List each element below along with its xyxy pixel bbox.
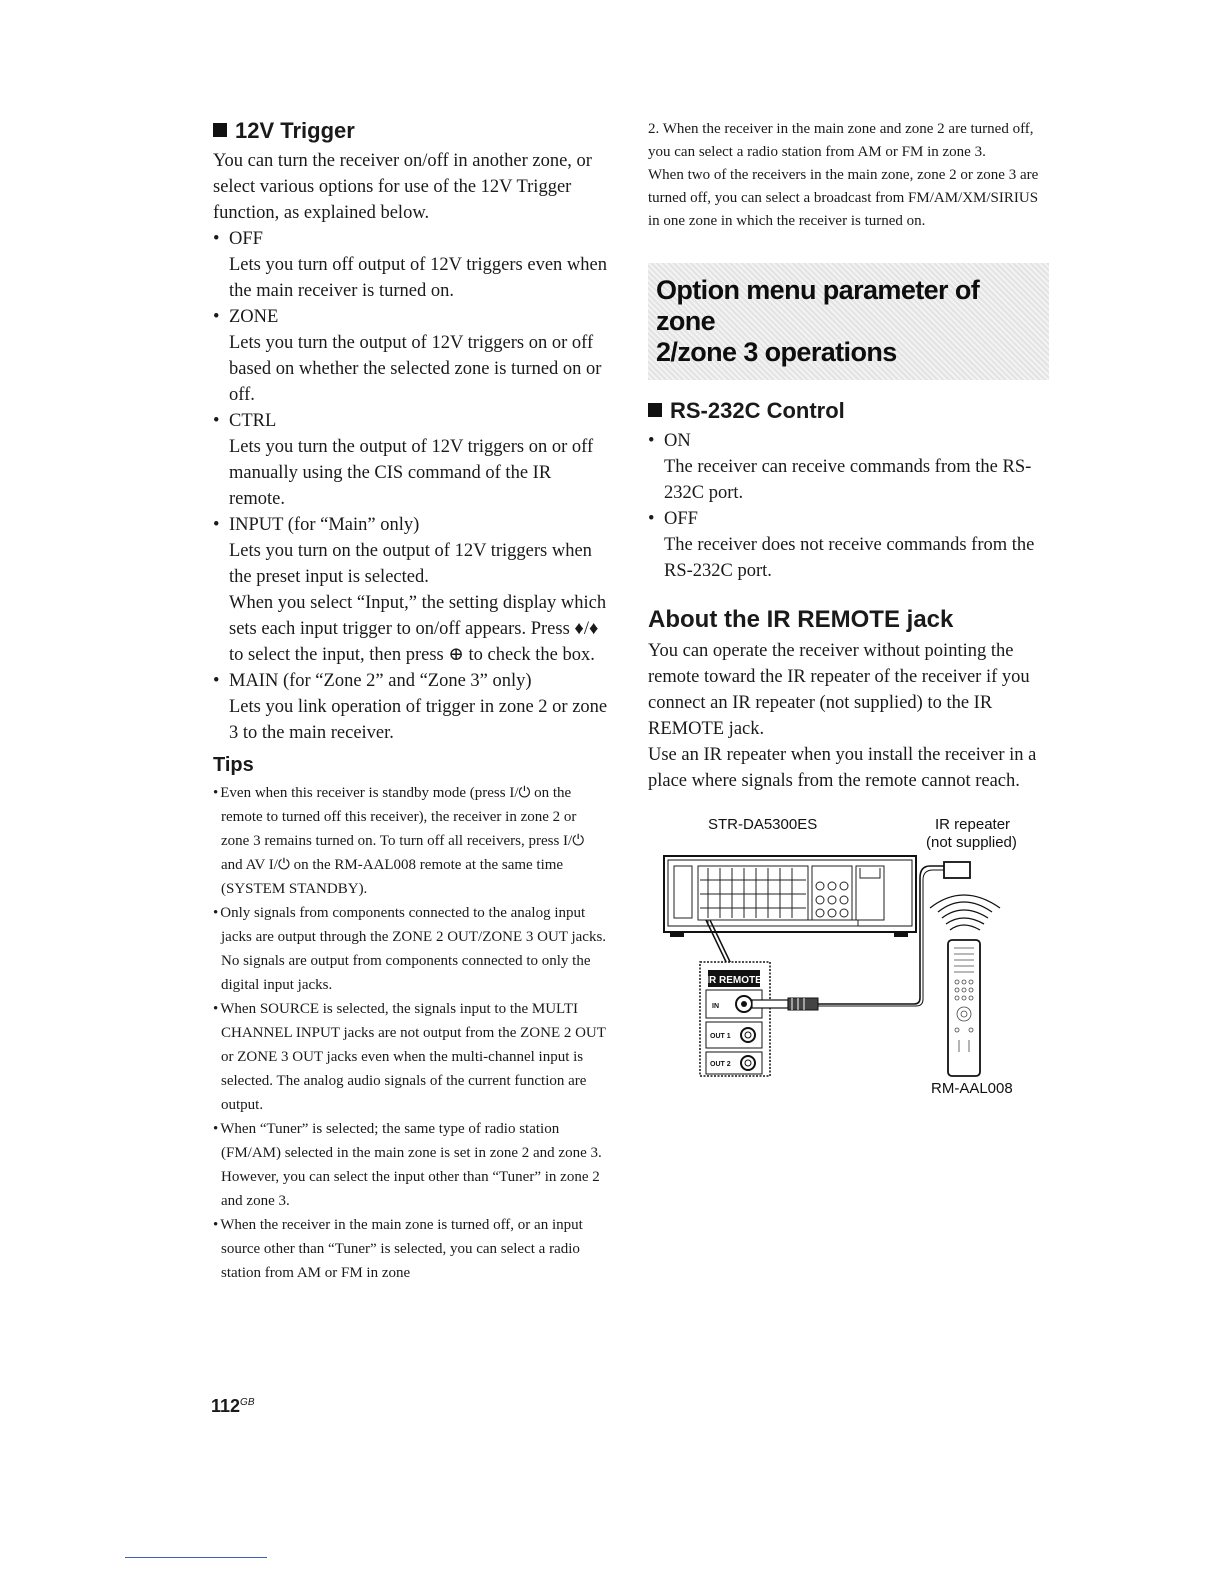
svg-text:IR REMOTE: IR REMOTE: [706, 975, 762, 986]
svg-text:IN: IN: [712, 1003, 719, 1010]
tip-item: • When “Tuner” is selected; the same type of radio station (FM/AM) selected in the main zone is set in zone 2 and zone 3. However, you can select the input other than “Tuner” in zone 2 and zone 3.: [213, 1117, 608, 1213]
trigger-option-ctrl: • CTRL Lets you turn the output of 12V triggers on or off manually using the CIS command of the IR remote.: [213, 408, 608, 512]
rs232c-option-off: • OFF The receiver does not receive commands from the RS-232C port.: [648, 506, 1043, 584]
receiver-label: STR-DA5300ES: [708, 816, 818, 833]
section-banner: Option menu parameter of zone 2/zone 3 operations: [648, 263, 1049, 380]
tip-item: • Even when this receiver is standby mode (press I/⏻ on the remote to turned off this receiver), the receiver in zone 2 or zone 3 remains turned on. To turn off all receivers, press I/⏻ and AV I/⏻ on the RM-AAL008 remote at the same time (SYSTEM STANDBY).: [213, 781, 608, 901]
tip-item: • Only signals from components connected to the analog input jacks are output through the ZONE 2 OUT/ZONE 3 OUT jacks. No signals are output from components connected to only the digital input jacks.: [213, 901, 608, 997]
repeater-label: IR repeater: [935, 816, 1011, 833]
ir-remote-jack-box: [700, 962, 770, 1076]
page-number: $112^{GB}$: [211, 1396, 255, 1416]
ir-signal-icon: [930, 895, 1000, 930]
trigger-heading: 12V Trigger: [213, 118, 608, 144]
left-column: [213, 118, 608, 1285]
receiver-rear-panel-icon: [664, 856, 916, 937]
ir-repeater-icon: [944, 862, 970, 878]
remote-control-icon: [948, 940, 980, 1076]
ir-remote-body: You can operate the receiver without pointing the remote toward the IR repeater of the receiver if you connect an IR repeater (not supplied) to the IR REMOTE jack. Use an IR repeater when you install the receiver in a place where signals from the remote cannot reach.: [648, 641, 1037, 791]
remote-label: RM-AAL008: [931, 1080, 1013, 1097]
rs232c-option-on: • ON The receiver can receive commands from the RS-232C port.: [648, 428, 1043, 506]
diagram-drawing: [648, 808, 1043, 1108]
trigger-option-off: • OFF Lets you turn off output of 12V triggers even when the main receiver is turned on.: [213, 226, 608, 304]
trigger-intro: You can turn the receiver on/off in another zone, or select various options for use of the 12V Trigger function, as explained below.: [213, 151, 592, 223]
trigger-option-zone: • ZONE Lets you turn the output of 12V triggers on or off based on whether the selected zone is turned on or off.: [213, 304, 608, 408]
ir-connection-diagram: [648, 808, 1043, 1108]
tip-item: • When the receiver in the main zone is turned off, or an input source other than “Tuner” is selected, you can select a radio station from AM or FM in zone: [213, 1213, 608, 1285]
square-bullet-icon: [213, 123, 227, 137]
svg-text:OUT 2: OUT 2: [710, 1061, 731, 1068]
trigger-option-input: • INPUT (for “Main” only) Lets you turn on the output of 12V triggers when the preset input is selected. When you select “Input,” the setting display which sets each input trigger to on/off appears. Press ♦/♦ to select the input, then press ⊕ to check the box.: [213, 512, 608, 668]
continuation-text: 2. When the receiver in the main zone and zone 2 are turned off, you can select a radio station from AM or FM in zone 3. When two of the receivers in the main zone, zone 2 or zone 3 are turned off, you can select a broadcast from FM/AM/XM/SIRIUS in one zone in which the receiver is turned on.: [648, 121, 1039, 229]
ir-remote-heading: About the IR REMOTE jack: [648, 606, 954, 633]
tip-item: • When SOURCE is selected, the signals input to the MULTI CHANNEL INPUT jacks are not output from the ZONE 2 OUT or ZONE 3 OUT jacks even when the multi-channel input is selected. The analog audio signals of the current function are output.: [213, 997, 608, 1117]
square-bullet-icon: [648, 403, 662, 417]
right-column: [648, 118, 1043, 1108]
trigger-option-main: • MAIN (for “Zone 2” and “Zone 3” only) Lets you link operation of trigger in zone 2 or zone 3 to the main receiver.: [213, 668, 608, 746]
tips-heading: Tips: [213, 754, 254, 776]
rs232c-heading: RS-232C Control: [648, 398, 1043, 424]
svg-text:OUT 1: OUT 1: [710, 1033, 731, 1040]
bottom-rule: [125, 1557, 267, 1558]
repeater-note: (not supplied): [926, 834, 1017, 851]
